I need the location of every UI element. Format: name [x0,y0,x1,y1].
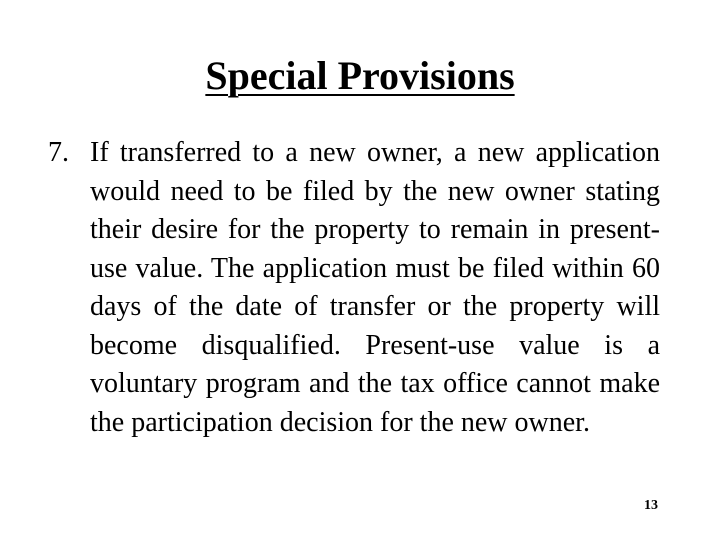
provision-item [48,134,660,442]
provision-number: 7. [48,137,69,168]
slide-title-text: Special Provisions [205,53,515,98]
page-number: 13 [644,498,658,513]
provision-text: If transferred to a new owner, a new application would need to be filed by the new owner stating their desire for the property to remain in present-use value. The application must be filed within 60 days of the date of transfer or the property will become disqualified. Present-use value is a voluntary program and the tax office cannot make the participation decision for the new owner. [90,137,660,438]
slide-title [0,52,720,100]
